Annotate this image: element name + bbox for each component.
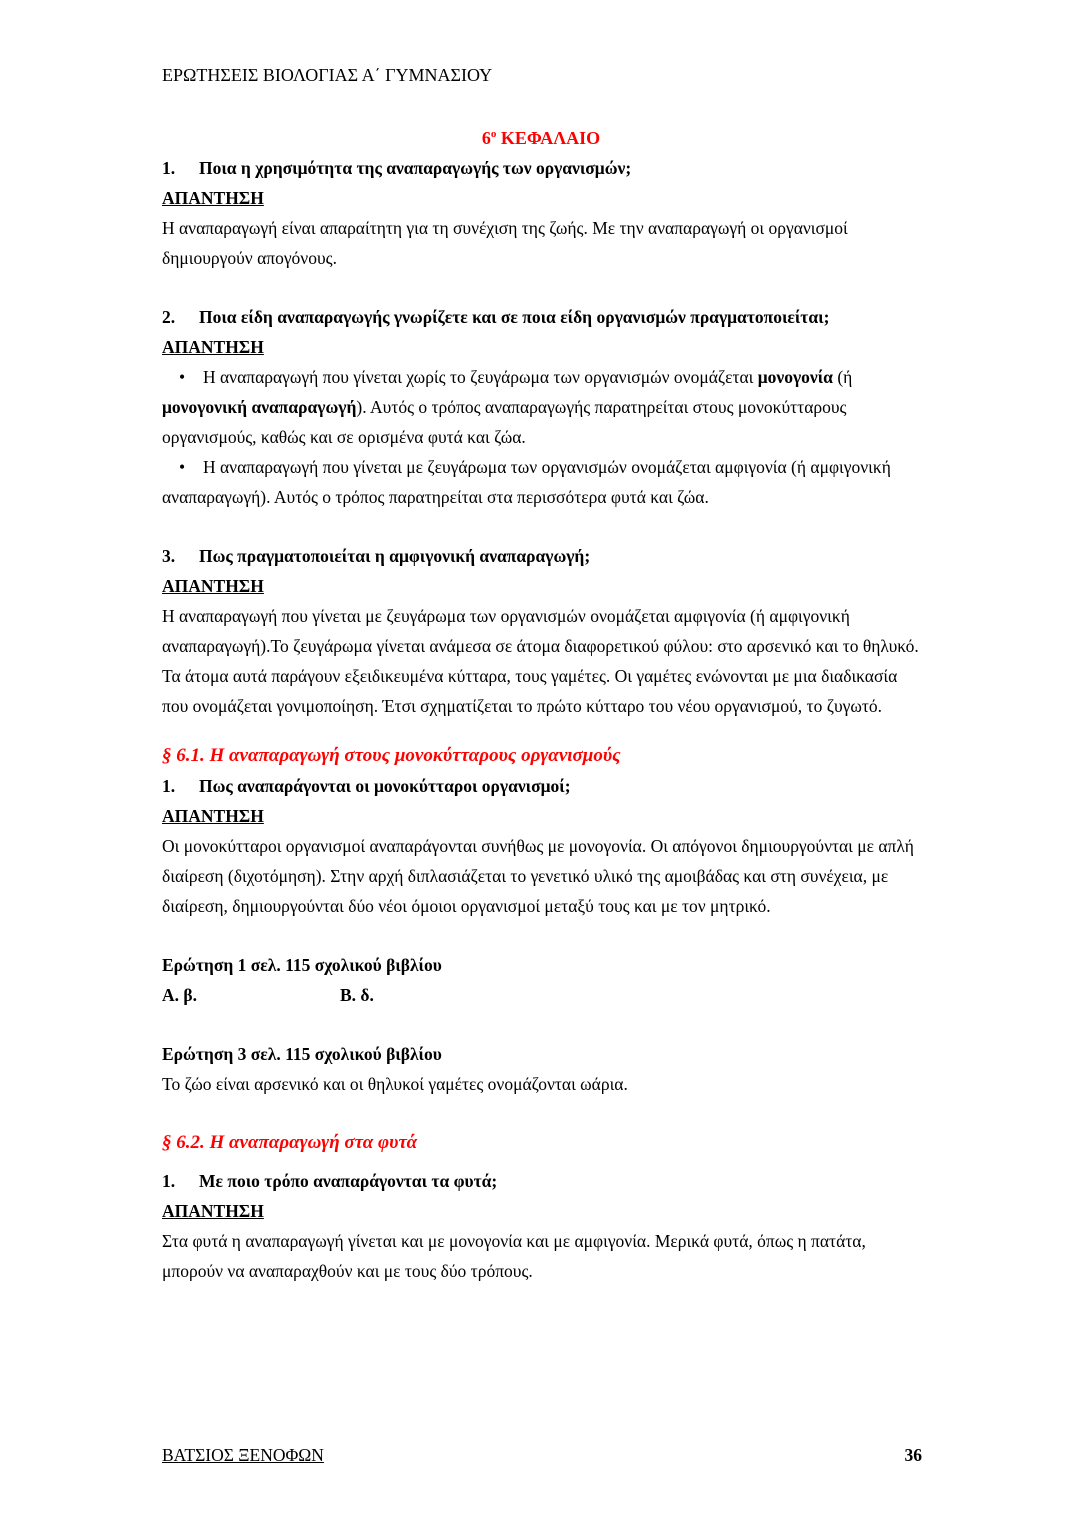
chapter-number: 6 <box>481 128 491 148</box>
answer-run-bold: μονογονία <box>757 367 833 387</box>
section-6-1-question-1 <box>162 771 920 921</box>
bullet-item-2 <box>162 452 920 512</box>
question-line <box>162 153 920 183</box>
page-number: 36 <box>904 1445 922 1465</box>
question-number: 1. <box>162 1171 176 1191</box>
question-text: Πως πραγματοποιείται η αμφιγονική αναπαραγωγή; <box>199 546 591 566</box>
chapter-title-text: ΚΕΦΑΛΑΙΟ <box>496 128 601 148</box>
answer-text: Η αναπαραγωγή που γίνεται με ζευγάρωμα των οργανισμών ονομάζεται αμφιγονία (ή αμφιγονική αναπαραγωγή).Το ζευγάρωμα γίνεται ανάμεσα σε άτομα διαφορετικού φύλου: στο αρσενικό και το θηλυκό. Τα άτομα αυτά παράγουν εξειδικευμένα κύτταρα, τους γαμέτες. Οι γαμέτες ενώνονται με μια διαδικασία που ονομάζεται γονιμοποίηση. Έτσι σχηματίζεται το πρώτο κύτταρο του νέου οργανισμού, το ζυγωτό. <box>162 606 919 716</box>
page-header: ΕΡΩΤΗΣΕΙΣ ΒΙΟΛΟΓΙΑΣ Α΄ ΓΥΜΝΑΣΙΟΥ <box>162 65 493 85</box>
question-line <box>162 1166 920 1196</box>
exercise-block-3 <box>162 1039 920 1099</box>
footer-author: ΒΑΤΣΙΟΣ ΞΕΝΟΦΩΝ <box>162 1445 324 1465</box>
question-text: Ποια η χρησιμότητα της αναπαραγωγής των οργανισμών; <box>199 158 632 178</box>
answer-text: Στα φυτά η αναπαραγωγή γίνεται και με μονογονία και με αμφιγονία. Μερικά φυτά, όπως η πατάτα, μπορούν να αναπαραχθούν και με τους δύο τρόπους. <box>162 1231 866 1281</box>
exercise-block-1 <box>162 950 920 1010</box>
question-number: 1. <box>162 158 176 178</box>
answer-label: ΑΠΑΝΤΗΣΗ <box>162 337 264 357</box>
exercise-answers <box>162 980 920 1010</box>
bullet-item-1 <box>162 362 920 452</box>
question-number: 1. <box>162 776 176 796</box>
exercise-title: Ερώτηση 1 σελ. 115 σχολικού βιβλίου <box>162 955 442 975</box>
question-line <box>162 771 920 801</box>
answer-run: Η αναπαραγωγή που γίνεται με ζευγάρωμα των οργανισμών ονομάζεται αμφιγονία (ή αμφιγονική αναπαραγωγή). Αυτός ο τρόπος παρατηρείται στα περισσότερα φυτά και ζώα. <box>162 457 891 507</box>
question-block-3 <box>162 541 920 721</box>
answer-text: Η αναπαραγωγή είναι απαραίτητη για τη συνέχιση της ζωής. Με την αναπαραγωγή οι οργανισμοί δημιουργούν απογόνους. <box>162 218 848 268</box>
question-line <box>162 541 920 571</box>
answer-run: ). Αυτός ο τρόπος αναπαραγωγής παρατηρείται στους μονοκύτταρους οργανισμούς, καθώς και σε ορισμένα φυτά και ζώα. <box>162 397 847 447</box>
answer-label: ΑΠΑΝΤΗΣΗ <box>162 806 264 826</box>
bullet-icon: • <box>179 367 186 387</box>
question-text: Με ποιο τρόπο αναπαράγονται τα φυτά; <box>199 1171 498 1191</box>
question-number: 3. <box>162 546 176 566</box>
answer-text: Οι μονοκύτταροι οργανισμοί αναπαράγονται συνήθως με μονογονία. Οι απόγονοι δημιουργούνται με απλή διαίρεση (διχοτόμηση). Στην αρχή διπλασιάζεται το γενετικό υλικό της αμοιβάδας και στη συνέχεια, με διαίρεση, δημιουργούνται δύο νέοι όμοιοι οργανισμοί μεταξύ τους και με τον μητρικό. <box>162 836 914 916</box>
question-text: Πως αναπαράγονται οι μονοκύτταροι οργανισμοί; <box>199 776 571 796</box>
question-text: Ποια είδη αναπαραγωγής γνωρίζετε και σε ποια είδη οργανισμών πραγματοποιείται; <box>199 307 830 327</box>
section-6-2-question-1 <box>162 1166 920 1286</box>
question-block-1 <box>162 153 920 273</box>
answer-label: ΑΠΑΝΤΗΣΗ <box>162 188 264 208</box>
answer-run: (ή <box>832 367 853 387</box>
section-heading-6-1: § 6.1. Η αναπαραγωγή στους μονοκύτταρους οργανισμούς <box>162 745 621 766</box>
page-footer <box>162 1440 922 1470</box>
question-line <box>162 302 920 332</box>
chapter-ordinal-suffix: ο <box>490 128 497 140</box>
exercise-answer-b: Β. δ. <box>340 985 374 1005</box>
answer-run-bold: μονογονική αναπαραγωγή <box>162 397 357 417</box>
answer-label: ΑΠΑΝΤΗΣΗ <box>162 1201 264 1221</box>
question-block-2 <box>162 302 920 512</box>
exercise-answer-text: Το ζώο είναι αρσενικό και οι θηλυκοί γαμέτες ονομάζονται ωάρια. <box>162 1074 628 1094</box>
chapter-title <box>162 123 920 153</box>
section-heading-6-2: § 6.2. Η αναπαραγωγή στα φυτά <box>162 1132 418 1153</box>
answer-run: Η αναπαραγωγή που γίνεται χωρίς το ζευγάρωμα των οργανισμών ονομάζεται <box>203 367 758 387</box>
answer-label: ΑΠΑΝΤΗΣΗ <box>162 576 264 596</box>
bullet-icon: • <box>179 457 186 477</box>
exercise-answer-a: Α. β. <box>162 985 197 1005</box>
question-number: 2. <box>162 307 176 327</box>
exercise-title: Ερώτηση 3 σελ. 115 σχολικού βιβλίου <box>162 1044 442 1064</box>
